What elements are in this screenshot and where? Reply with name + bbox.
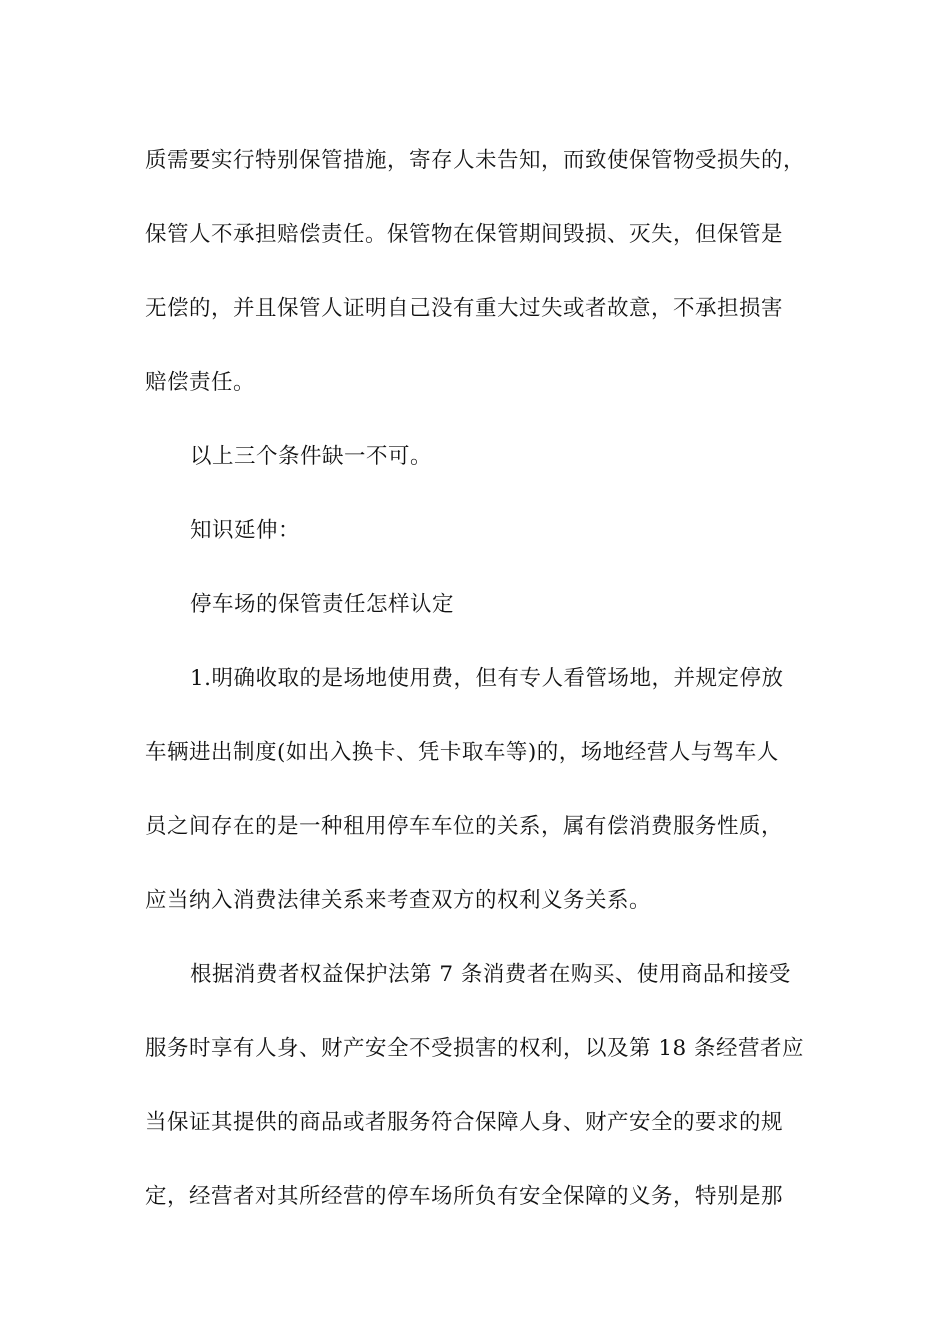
paragraph-storage-liability xyxy=(145,124,805,420)
text-line: 车辆进出制度(如出入换卡、凭卡取车等)的，场地经营人与驾车人 xyxy=(145,740,779,765)
text-line: 保管人不承担赔偿责任。保管物在保管期间毁损、灭失，但保管是 xyxy=(145,222,784,247)
paragraph-point-1 xyxy=(145,642,805,938)
text-line: 赔偿责任。 xyxy=(145,370,256,395)
text-line: 服务时享有人身、财产安全不受损害的权利，以及第 18 条经营者应 xyxy=(145,1036,805,1061)
paragraph-knowledge-extension xyxy=(145,494,805,568)
paragraph-conditions-summary xyxy=(145,420,805,494)
text-line: 应当纳入消费法律关系来考查双方的权利义务关系。 xyxy=(145,888,652,913)
text-line: 1.明确收取的是场地使用费，但有专人看管场地，并规定停放 xyxy=(190,666,784,691)
text-line: 当保证其提供的商品或者服务符合保障人身、财产安全的要求的规 xyxy=(145,1110,784,1135)
section-heading: 停车场的保管责任怎样认定 xyxy=(190,592,455,617)
text-line: 根据消费者权益保护法第 7 条消费者在购买、使用商品和接受 xyxy=(190,962,791,987)
text-line: 员之间存在的是一种租用停车车位的关系，属有偿消费服务性质， xyxy=(145,814,784,839)
document-body xyxy=(145,124,805,1234)
text-line: 以上三个条件缺一不可。 xyxy=(190,444,433,469)
paragraph-parking-heading xyxy=(145,568,805,642)
section-label: 知识延伸： xyxy=(190,518,301,543)
paragraph-consumer-law xyxy=(145,938,805,1234)
text-line: 定，经营者对其所经营的停车场所负有安全保障的义务，特别是那 xyxy=(145,1184,784,1209)
text-line: 无偿的，并且保管人证明自己没有重大过失或者故意，不承担损害 xyxy=(145,296,784,321)
text-line: 质需要实行特别保管措施，寄存人未告知，而致使保管物受损失的， xyxy=(145,148,806,173)
